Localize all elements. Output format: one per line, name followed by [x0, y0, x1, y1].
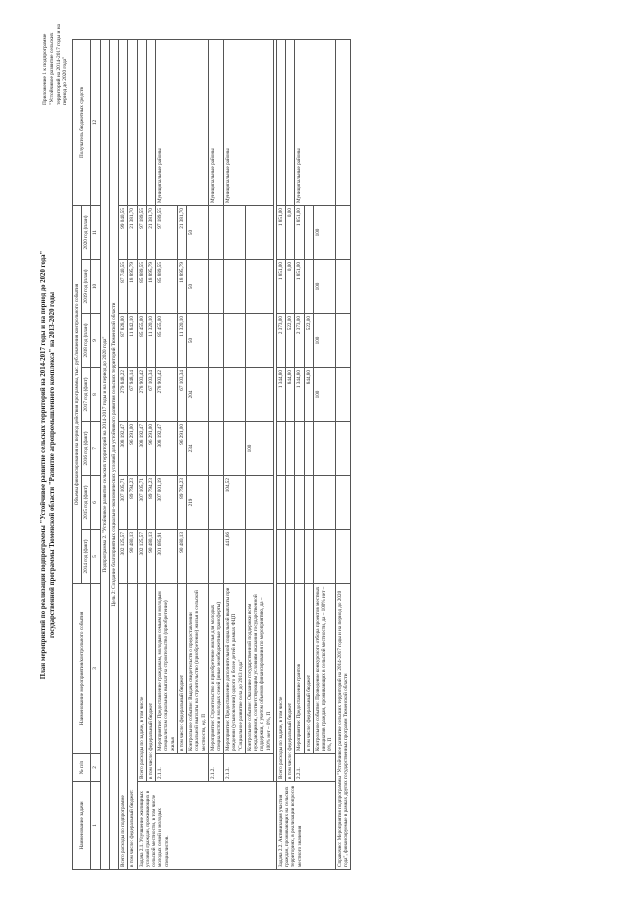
event-number: 2.2.1. — [295, 754, 335, 782]
column-numbers-row — [91, 40, 100, 870]
cell-value: 307 001,19 — [156, 476, 178, 530]
goal-heading: Цель 2: Создание благоприятных социально-экономических условий для устойчивого развития сельских территорий Тюменской области — [109, 40, 118, 870]
header-year: 2019 год (план) — [82, 260, 91, 314]
cell-value: 50 — [187, 314, 209, 368]
cell-value: 18 895,79 — [128, 260, 137, 314]
cell-value: 844,80 — [304, 368, 313, 422]
cell-value: 1 851,00 — [276, 260, 285, 314]
cell-value: 219 — [187, 476, 209, 530]
cell-value: 90 480,13 — [128, 530, 137, 584]
cell-value: 96 291,00 — [146, 422, 155, 476]
task-cell: Задача 2.2. Активизация участия граждан, проживающих на сельских территориях, в реализации вопросов местного значения — [276, 782, 335, 870]
col-number: 2 — [91, 754, 100, 782]
cell-value: 89 794,23 — [177, 476, 186, 530]
event-label: Мероприятие: Предоставление дополнительной социальной выплаты при рождении (усыновлении) одного и более детей в рамках ФЦП "Социальное развитие села до 2013 года" — [224, 584, 246, 754]
cell-value: 307 105,71 — [137, 476, 146, 530]
cell-value: 50 — [187, 260, 209, 314]
row-label: в том числе: федеральный бюджет — [304, 584, 313, 754]
table-row — [286, 40, 295, 870]
cell-value: 302 125,57 — [119, 530, 128, 584]
cell-value: 844,80 — [286, 368, 295, 422]
cell-value: 21 381,70 — [177, 206, 186, 260]
cell-value: 97 189,55 — [137, 206, 146, 260]
cell-value: 279 848,22 — [119, 368, 128, 422]
cell-value: 308 192,47 — [156, 422, 178, 476]
cell-value: 97 189,55 — [156, 206, 178, 260]
cell-value: 2 373,00 — [276, 314, 285, 368]
cell-value: 308 192,47 — [119, 422, 128, 476]
subprogram-heading: Подпрограмма 2. "Устойчивое развитие сельских территорий на 2014-2017 годы и на период до 2020 года" — [100, 40, 109, 870]
cell-value: 90 480,13 — [146, 530, 155, 584]
cell-value: 301 685,91 — [156, 530, 178, 584]
cell-value: 11 320,10 — [177, 314, 186, 368]
cell-value: 1 344,80 — [276, 368, 285, 422]
col-number: 6 — [91, 476, 100, 530]
row-label: Всего расходы по задаче, в том числе — [276, 584, 285, 782]
cell-value: 234 — [187, 422, 209, 476]
cell-value: 100 — [313, 314, 335, 368]
cell-value: 0,00 — [286, 206, 295, 260]
cell-value: 87 828,00 — [119, 314, 128, 368]
header-num: № п/п — [73, 754, 91, 782]
appendix-note — [42, 0, 69, 105]
table-row — [137, 40, 146, 870]
row-label: Всего расходы по подпрограмме — [119, 584, 128, 870]
cell-value: 441,66 — [224, 530, 246, 584]
col-number: 5 — [91, 530, 100, 584]
cell-value: 100 — [313, 206, 335, 260]
event-label: Мероприятие: Предоставление грантов — [295, 584, 304, 754]
row-label: Всего расходы по задаче, в том числе — [137, 584, 146, 782]
col-number: 12 — [91, 40, 100, 206]
cell-value: 89 794,23 — [146, 476, 155, 530]
cell-value: 21 381,70 — [146, 206, 155, 260]
cell-value: 204 — [187, 368, 209, 422]
event-number: 2.1.1. — [156, 754, 209, 782]
table-row — [295, 40, 304, 870]
recipient-cell — [119, 40, 128, 206]
col-number: 11 — [91, 206, 100, 260]
cell-value: 85 455,00 — [137, 314, 146, 368]
header-year: 2015 год (факт) — [82, 476, 91, 530]
recipient-cell — [286, 40, 295, 206]
row-label: в том числе: федеральный бюджет — [146, 584, 155, 782]
header-recipient: Получатель бюджетных средств — [73, 40, 91, 206]
recipient-cell: Муниципальные районы — [295, 40, 335, 206]
header-year: 2014 год (факт) — [82, 530, 91, 584]
title-line: План мероприятий по реализации подпрограммы "Устойчивое развитие сельских территорий на 2014-2017 годы и на период до 2020 года" — [40, 250, 47, 680]
reference-note: Справочно: Мероприятия подпрограммы "Устойчивое развитие сельских территорий на 2014-2017 годы и на период до 2020 года", финансируемые в рамках других государственных программ Тюменской области — [335, 584, 350, 870]
control-event-label: Контрольное событие: Оказание государственной поддержки всем нуждающимся, соответствующим условиям оказания государственной поддержки, с учетом объемов финансирования по мероприятию, да – 100% нет – 0%, П — [245, 584, 273, 754]
cell-value: 104,52 — [224, 476, 246, 530]
header-year: 2020 год (план) — [82, 206, 91, 260]
cell-value: 11 842,10 — [128, 314, 137, 368]
cell-value: 11 320,10 — [146, 314, 155, 368]
cell-value — [187, 530, 209, 584]
col-number: 8 — [91, 368, 100, 422]
cell-value: 1 851,00 — [276, 206, 285, 260]
event-number: 2.1.3. — [224, 754, 274, 782]
appendix-line: период до 2020 года" — [62, 56, 69, 105]
page-title — [40, 155, 58, 775]
cell-value: 67 103,34 — [146, 368, 155, 422]
cell-value: 1 851,00 — [295, 260, 304, 314]
cell-value: 99 040,55 — [119, 206, 128, 260]
recipient-cell — [146, 40, 155, 206]
task-cell: Задача 2.1. Улучшение жилищных условий граждан, проживающих в сельской местности, в том числе молодых семей и молодых специалистов. — [137, 782, 276, 870]
cell-value: 21 381,70 — [128, 206, 137, 260]
cell-value: 90 480,13 — [177, 530, 186, 584]
recipient-cell: Муниципальные районы — [224, 40, 274, 206]
appendix-line: территорий на 2014-2017 годы и на — [55, 24, 62, 105]
cell-value: 67 103,34 — [177, 368, 186, 422]
cell-value: 96 291,00 — [177, 422, 186, 476]
row-label: в том числе: федеральный бюджет — [286, 584, 295, 782]
cell-value: 85 455,00 — [156, 314, 178, 368]
cell-value: 67 948,14 — [128, 368, 137, 422]
header-event: Наименование мероприятия/контрольного события — [73, 584, 91, 754]
recipient-cell — [137, 40, 146, 206]
table-row — [224, 40, 246, 870]
cell-value: 1 344,80 — [295, 368, 304, 422]
table-row — [128, 40, 137, 870]
cell-value: 100 — [245, 422, 273, 476]
cell-value: 1 851,00 — [295, 206, 304, 260]
cell-value: 308 192,47 — [137, 422, 146, 476]
row-label: в том числе: федеральный бюджет — [177, 584, 186, 754]
header-year: 2017 год (факт) — [82, 368, 91, 422]
event-number: 2.1.2. — [208, 754, 223, 782]
cell-value: 100 — [313, 260, 335, 314]
recipient-cell: Муниципальные районы — [208, 40, 223, 206]
table-row — [146, 40, 155, 870]
cell-value: 307 105,71 — [119, 476, 128, 530]
cell-value: 2 373,00 — [295, 314, 304, 368]
recipient-cell — [276, 40, 285, 206]
cell-value: 87 740,55 — [119, 260, 128, 314]
cell-value: 302 125,57 — [137, 530, 146, 584]
cell-value: 100 — [313, 368, 335, 422]
col-number: 7 — [91, 422, 100, 476]
col-number: 3 — [91, 584, 100, 754]
table-row — [208, 40, 223, 870]
cell-value: 96 291,00 — [128, 422, 137, 476]
col-number: 10 — [91, 260, 100, 314]
cell-value: 0,00 — [286, 260, 295, 314]
event-label: Мероприятие: Строительство и приобретение жилья для молодых специалистов и молодых семей (иные межбюджетные трансферты) — [208, 584, 223, 754]
cell-value: 522,00 — [286, 314, 295, 368]
header-volumes: Объемы финансирования на период действия программы, тыс. руб./значения контрольного события — [73, 206, 82, 584]
cell-value: 18 895,79 — [146, 260, 155, 314]
row-label: в том числе: федеральный бюджет: — [128, 584, 137, 870]
header-year: 2016 год (факт) — [82, 422, 91, 476]
cell-value: 85 889,55 — [137, 260, 146, 314]
table-row — [335, 40, 350, 870]
cell-value: 89 794,23 — [128, 476, 137, 530]
control-event-label: Контрольное событие: Проведение конкурсного отбора проектов местных инициатив граждан, проживающих в сельской местности, да – 100% нет – 0%, П — [313, 584, 335, 754]
header-task: Наименование задачи — [73, 782, 91, 870]
cell-value: 278 903,42 — [137, 368, 146, 422]
title-line: государственной программы Тюменской области "Развитие агропромышленного комплекса" на 2013-2020 годы — [48, 291, 56, 639]
cell-value: 278 903,42 — [156, 368, 178, 422]
recipient-cell — [128, 40, 137, 206]
cell-value: 50 — [187, 206, 209, 260]
col-number: 9 — [91, 314, 100, 368]
cell-value: 522,00 — [304, 314, 313, 368]
plan-table — [72, 39, 351, 870]
table-row — [119, 40, 128, 870]
appendix-line: Приложение 1 к подпрограмме — [42, 33, 48, 105]
event-label: Мероприятие: Предоставление гражданам, молодым семьям и молодым специалистам социальных выплат на строительство (приобретение) жилья — [156, 584, 178, 754]
recipient-cell: Муниципальные районы — [156, 40, 209, 206]
table-row — [276, 40, 285, 870]
cell-value: 18 895,79 — [177, 260, 186, 314]
col-number: 1 — [91, 782, 100, 870]
control-event-label: Контрольное событие: Выдача свидетельств о предоставлении социальной выплаты на строительство (приобретение) жилья в сельской местности, ед. П — [187, 584, 209, 754]
appendix-line: "Устойчивое развитие сельских — [48, 32, 55, 105]
cell-value: 85 889,55 — [156, 260, 178, 314]
table-row — [156, 40, 178, 870]
header-year: 2018 год (план) — [82, 314, 91, 368]
